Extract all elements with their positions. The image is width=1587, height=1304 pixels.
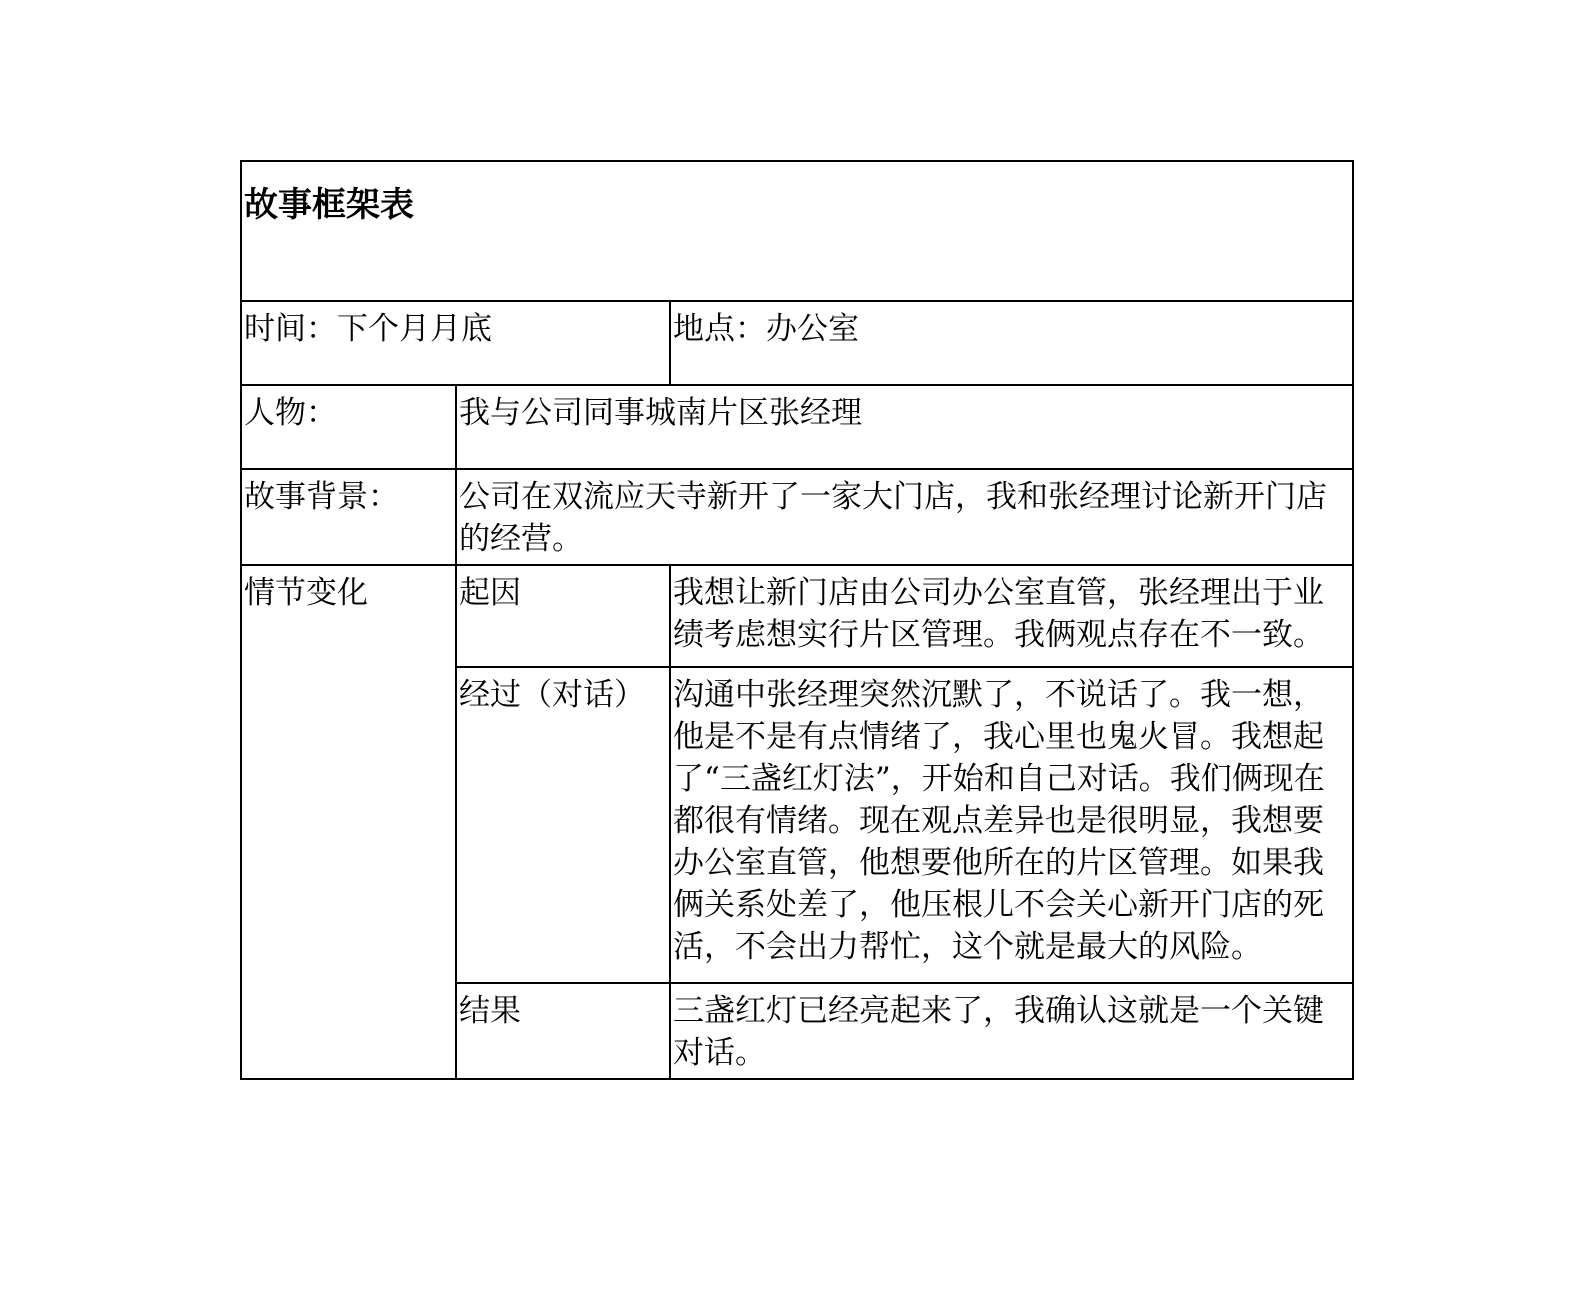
table-title: 故事框架表	[241, 161, 1353, 301]
plot-content-result: 三盏红灯已经亮起来了，我确认这就是一个关键对话。	[670, 983, 1353, 1079]
people-value: 我与公司同事城南片区张经理	[456, 385, 1353, 469]
story-framework-table	[240, 160, 1354, 1080]
background-value: 公司在双流应天寺新开了一家大门店，我和张经理讨论新开门店的经营。	[456, 469, 1353, 565]
plot-label: 情节变化	[241, 565, 456, 1079]
place-cell: 地点：办公室	[670, 301, 1353, 385]
plot-stage-process: 经过（对话）	[456, 667, 670, 983]
plot-content-cause: 我想让新门店由公司办公室直管，张经理出于业绩考虑想实行片区管理。我俩观点存在不一致。	[670, 565, 1353, 667]
time-cell: 时间：下个月月底	[241, 301, 670, 385]
people-label: 人物：	[241, 385, 456, 469]
background-label: 故事背景：	[241, 469, 456, 565]
plot-stage-result: 结果	[456, 983, 670, 1079]
plot-content-process: 沟通中张经理突然沉默了，不说话了。我一想，他是不是有点情绪了，我心里也鬼火冒。我想起了“三盏红灯法”，开始和自己对话。我们俩现在都很有情绪。现在观点差异也是很明显，我想要办公室直管，他想要他所在的片区管理。如果我俩关系处差了，他压根儿不会关心新开门店的死活，不会出力帮忙，这个就是最大的风险。	[670, 667, 1353, 983]
plot-stage-cause: 起因	[456, 565, 670, 667]
